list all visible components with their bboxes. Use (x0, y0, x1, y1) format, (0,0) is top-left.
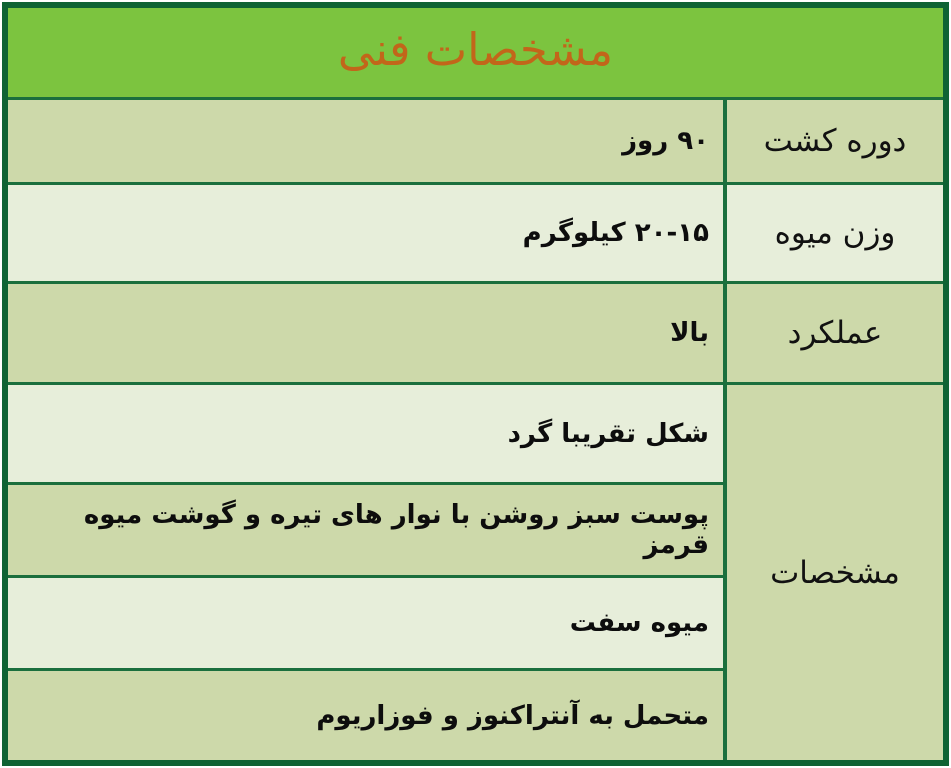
characteristic-skin-flesh: پوست سبز روشن با نوار های تیره و گوشت میوه قرمز (8, 482, 723, 575)
row-value-fruit-weight: ۱۵‏-‏۲۰ کیلوگرم (522, 218, 709, 248)
characteristic-disease-tolerance: متحمل به آنتراکنوز و فوزاریوم (8, 668, 723, 760)
row-value-cultivation-period: ۹۰ روز (622, 126, 709, 156)
table-row-characteristics (8, 382, 943, 760)
header-bar (8, 8, 943, 97)
characteristic-firmness: میوه سفت (8, 575, 723, 668)
row-label-yield: عملکرد (723, 284, 943, 382)
table-row-yield (8, 281, 943, 382)
table-frame (2, 2, 949, 766)
table-row-cultivation-period (8, 97, 943, 182)
table-row-fruit-weight (8, 182, 943, 281)
row-label-characteristics: مشخصات (723, 385, 943, 760)
characteristics-list (8, 385, 723, 760)
row-value-yield: بالا (670, 318, 709, 348)
row-label-fruit-weight: وزن میوه (723, 185, 943, 281)
page-title: مشخصات فنی (337, 23, 614, 76)
characteristic-shape: شکل تقریبا گرد (8, 385, 723, 482)
row-label-cultivation-period: دوره کشت (723, 100, 943, 182)
